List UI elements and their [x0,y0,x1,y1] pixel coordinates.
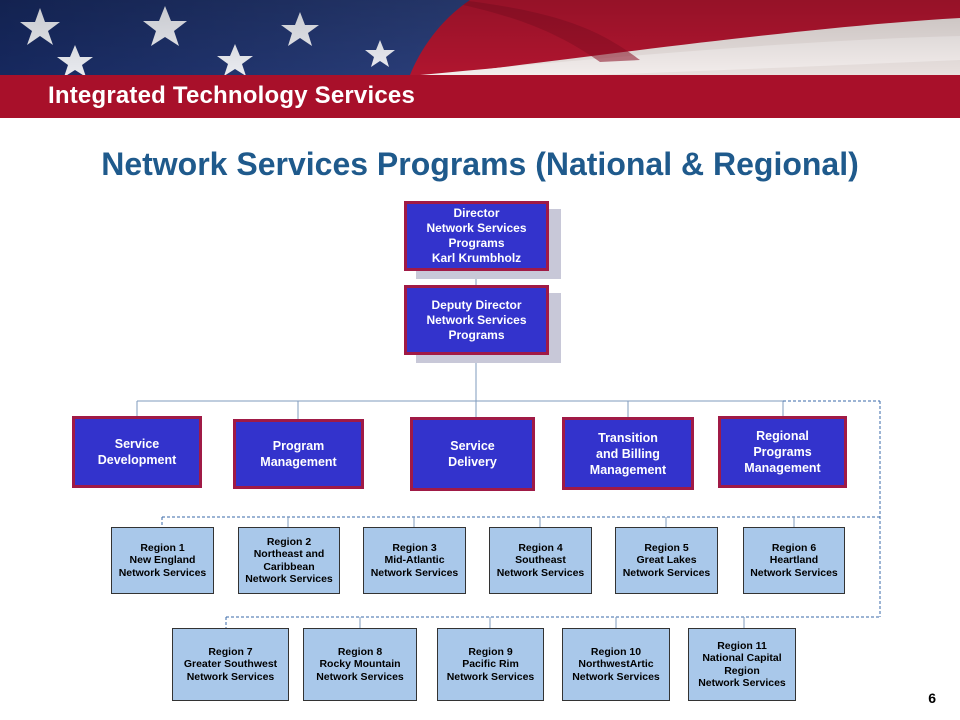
region-10-box [562,628,670,701]
dept-line: Delivery [448,455,497,469]
region-line: Network Services [316,670,404,683]
region-line: NorthwestArtic [578,658,654,671]
region-line: Network Services [698,677,786,689]
region-line: Region 11 [717,639,767,652]
deputy-unit-cont: Programs [448,327,505,342]
region-line: Network Services [118,566,207,579]
dept-line: and Billing [596,446,660,461]
dept-line: Transition [598,430,658,445]
region-line: Network Services [186,670,275,683]
banner-title: Integrated Technology Services [48,82,415,109]
region-line: Mid-Atlantic [384,554,445,567]
region-line: Network Services [370,566,459,579]
dept-line: Development [97,453,177,467]
dept-transition-billing [562,417,694,490]
region-11-box [688,628,796,701]
director-title: Director [453,206,500,220]
region-line: Rocky Mountain [319,658,401,671]
deputy-unit: Network Services [426,312,527,327]
director-box [404,201,549,271]
dept-line: Management [260,455,337,469]
region-line: Region 10 [590,645,642,658]
dept-line: Management [589,462,667,477]
region-line: Greater Southwest [183,658,278,671]
region-line: Region 5 [644,541,689,554]
region-line: Heartland [769,554,819,567]
region-line: Region 6 [771,541,817,554]
region-line: Great Lakes [636,554,697,567]
dept-line: Service [114,437,160,451]
region-7-box [172,628,289,701]
region-5-box [615,527,718,594]
region-line: Region 1 [140,541,185,554]
dept-program-management [233,419,364,489]
region-9-box [437,628,544,701]
region-line: Network Services [446,670,535,683]
deputy-director-box [404,285,549,355]
region-1-box [111,527,214,594]
region-line: Caribbean [263,560,315,573]
region-line: Network Services [496,566,585,579]
region-2-box [238,527,340,594]
page-title: Network Services Programs (National & Regional) [101,146,859,182]
region-line: Southeast [515,554,566,567]
region-line: Network Services [750,566,838,579]
region-6-box [743,527,845,594]
region-3-box [363,527,466,594]
region-line: Region 2 [266,535,312,548]
dept-regional-programs [718,416,847,488]
region-line: Region 8 [337,645,383,658]
page-number: 6 [928,690,936,706]
dept-line: Management [744,461,821,475]
region-line: New England [129,554,196,567]
dept-line: Regional [756,429,809,443]
region-line: Region 9 [468,645,513,658]
region-line: Network Services [622,566,711,579]
dept-service-delivery [410,417,535,491]
region-line: Region [724,664,760,677]
region-line: Region 4 [518,541,563,554]
region-8-box [303,628,417,701]
region-line: Network Services [572,670,660,683]
region-4-box [489,527,592,594]
director-name: Karl Krumbholz [431,251,522,265]
director-unit-cont: Programs [448,236,505,250]
region-line: Northeast and [253,548,325,560]
region-line: National Capital [702,652,782,664]
dept-line: Service [450,439,495,453]
region-line: Network Services [245,573,333,585]
dept-line: Programs [753,445,812,459]
region-line: Region 3 [392,541,437,554]
deputy-title: Deputy Director [431,297,522,312]
director-unit: Network Services [426,221,527,235]
region-line: Region 7 [208,645,253,658]
dept-line: Program [272,439,325,453]
region-line: Pacific Rim [462,658,519,671]
dept-service-development [72,416,202,488]
